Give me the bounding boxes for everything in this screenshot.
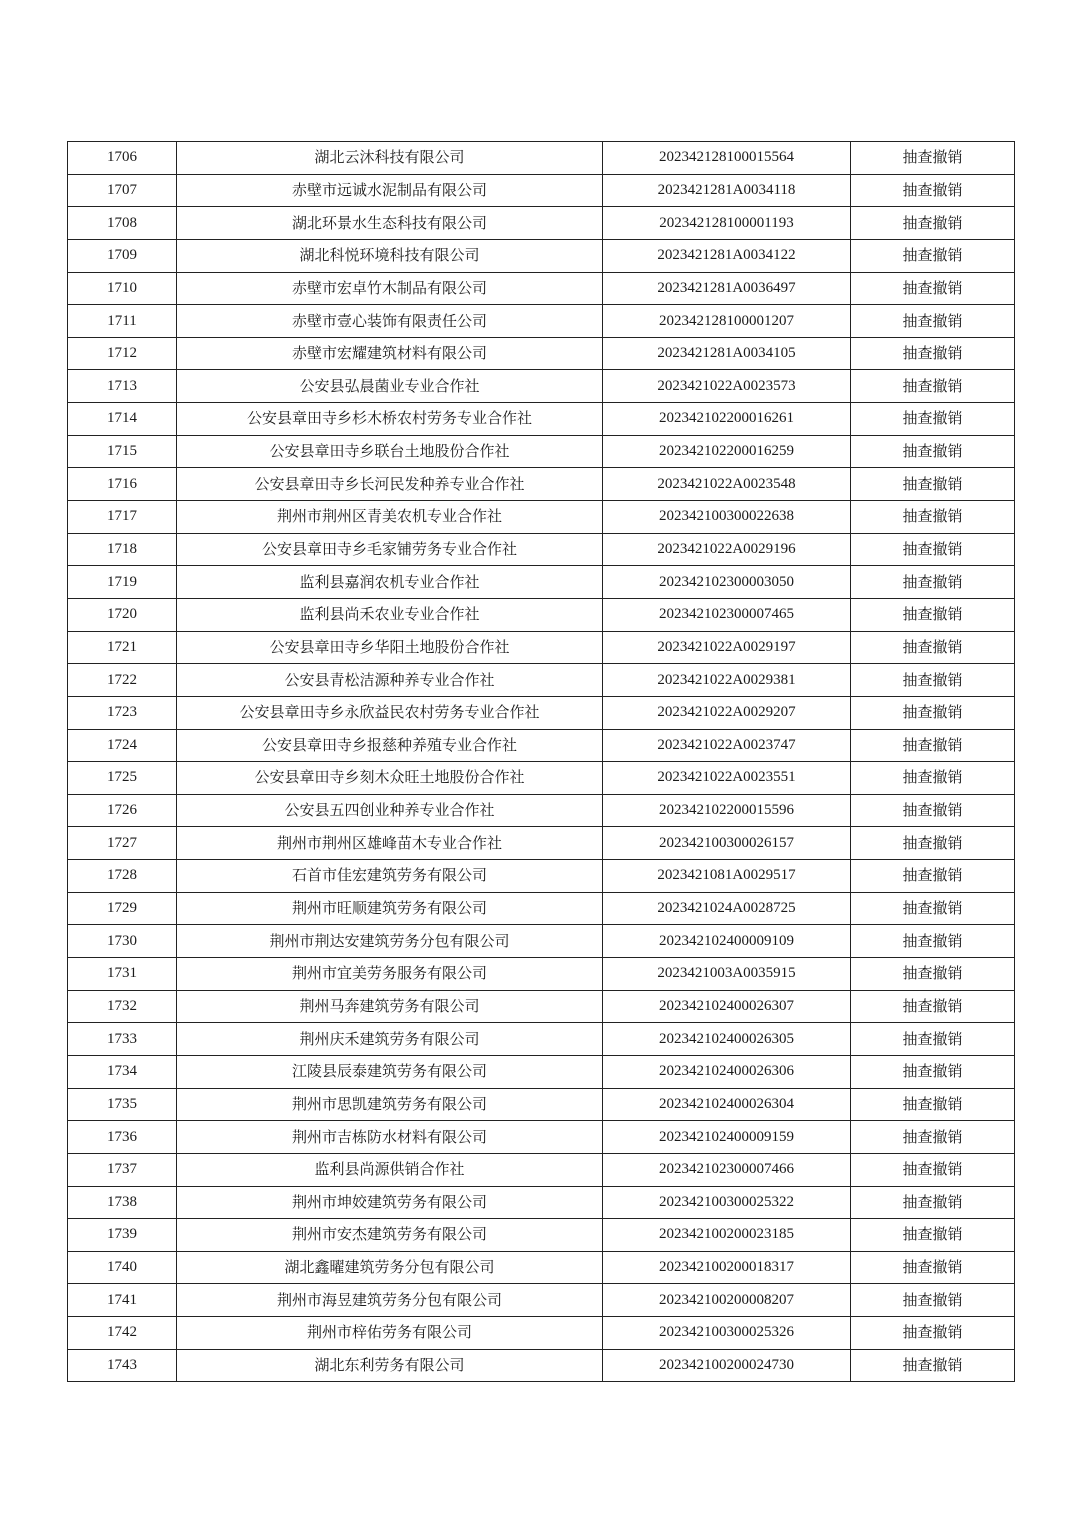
row-number: 1728 (68, 860, 177, 893)
table-row (68, 696, 1015, 729)
row-number: 1724 (68, 729, 177, 762)
row-number: 1725 (68, 762, 177, 795)
entity-name: 荆州市荆达安建筑劳务分包有限公司 (177, 925, 603, 958)
entity-name: 荆州市海昱建筑劳务分包有限公司 (177, 1284, 603, 1317)
entity-name: 湖北环景水生态科技有限公司 (177, 207, 603, 240)
entity-name: 荆州市吉栋防水材料有限公司 (177, 1121, 603, 1154)
row-number: 1723 (68, 696, 177, 729)
table-row (68, 403, 1015, 436)
row-number: 1717 (68, 501, 177, 534)
row-number: 1739 (68, 1219, 177, 1252)
row-number: 1726 (68, 794, 177, 827)
table-row (68, 1284, 1015, 1317)
status-text: 抽查撤销 (851, 1317, 1015, 1350)
entity-name: 赤壁市宏耀建筑材料有限公司 (177, 337, 603, 370)
entity-name: 湖北云沐科技有限公司 (177, 142, 603, 175)
table-row (68, 762, 1015, 795)
entity-name: 湖北东利劳务有限公司 (177, 1349, 603, 1382)
table-row (68, 566, 1015, 599)
table-row (68, 1023, 1015, 1056)
entity-name: 湖北鑫曜建筑劳务分包有限公司 (177, 1251, 603, 1284)
row-number: 1734 (68, 1055, 177, 1088)
status-text: 抽查撤销 (851, 827, 1015, 860)
table-row (68, 468, 1015, 501)
row-number: 1740 (68, 1251, 177, 1284)
entity-name: 公安县章田寺乡联台土地股份合作社 (177, 435, 603, 468)
entity-name: 赤壁市远诚水泥制品有限公司 (177, 174, 603, 207)
status-text: 抽查撤销 (851, 1088, 1015, 1121)
status-text: 抽查撤销 (851, 370, 1015, 403)
table-row (68, 207, 1015, 240)
status-text: 抽查撤销 (851, 729, 1015, 762)
registration-code: 2023421022A0023747 (603, 729, 851, 762)
registration-code: 2023421281A0036497 (603, 272, 851, 305)
table-row (68, 1186, 1015, 1219)
table-row (68, 598, 1015, 631)
registration-code: 2023421022A0029207 (603, 696, 851, 729)
registration-code: 2023421281A0034105 (603, 337, 851, 370)
entity-name: 公安县章田寺乡华阳土地股份合作社 (177, 631, 603, 664)
entity-name: 荆州市梓佑劳务有限公司 (177, 1317, 603, 1350)
table-row (68, 1251, 1015, 1284)
status-text: 抽查撤销 (851, 794, 1015, 827)
registration-code: 2023421081A0029517 (603, 860, 851, 893)
status-text: 抽查撤销 (851, 468, 1015, 501)
row-number: 1730 (68, 925, 177, 958)
entity-name: 荆州马奔建筑劳务有限公司 (177, 990, 603, 1023)
registration-code: 202342100300022638 (603, 501, 851, 534)
table-row (68, 239, 1015, 272)
status-text: 抽查撤销 (851, 892, 1015, 925)
table-row (68, 272, 1015, 305)
status-text: 抽查撤销 (851, 1023, 1015, 1056)
registration-code: 202342102400026304 (603, 1088, 851, 1121)
entity-name: 监利县尚禾农业专业合作社 (177, 598, 603, 631)
table-row (68, 958, 1015, 991)
status-text: 抽查撤销 (851, 174, 1015, 207)
entity-name: 公安县青松洁源种养专业合作社 (177, 664, 603, 697)
registration-code: 202342102300007465 (603, 598, 851, 631)
status-text: 抽查撤销 (851, 696, 1015, 729)
row-number: 1706 (68, 142, 177, 175)
status-text: 抽查撤销 (851, 501, 1015, 534)
status-text: 抽查撤销 (851, 925, 1015, 958)
row-number: 1719 (68, 566, 177, 599)
registration-code: 202342102400009109 (603, 925, 851, 958)
registration-code: 202342102400026305 (603, 1023, 851, 1056)
status-text: 抽查撤销 (851, 762, 1015, 795)
entity-name: 公安县五四创业种养专业合作社 (177, 794, 603, 827)
table-row (68, 860, 1015, 893)
table-row (68, 337, 1015, 370)
status-text: 抽查撤销 (851, 958, 1015, 991)
registration-code: 202342100200008207 (603, 1284, 851, 1317)
row-number: 1716 (68, 468, 177, 501)
entity-name: 公安县章田寺乡永欣益民农村劳务专业合作社 (177, 696, 603, 729)
registration-code: 202342102300007466 (603, 1153, 851, 1186)
registration-code: 202342100300026157 (603, 827, 851, 860)
status-text: 抽查撤销 (851, 403, 1015, 436)
entity-name: 公安县章田寺乡刻木众旺土地股份合作社 (177, 762, 603, 795)
table-row (68, 435, 1015, 468)
table-row (68, 1055, 1015, 1088)
registration-code: 202342100200024730 (603, 1349, 851, 1382)
row-number: 1743 (68, 1349, 177, 1382)
status-text: 抽查撤销 (851, 664, 1015, 697)
registration-code: 202342100200018317 (603, 1251, 851, 1284)
table-row (68, 1088, 1015, 1121)
entity-name: 公安县章田寺乡报慈种养殖专业合作社 (177, 729, 603, 762)
table-row (68, 370, 1015, 403)
status-text: 抽查撤销 (851, 272, 1015, 305)
row-number: 1738 (68, 1186, 177, 1219)
entity-name: 荆州市旺顺建筑劳务有限公司 (177, 892, 603, 925)
entity-name: 监利县嘉润农机专业合作社 (177, 566, 603, 599)
registration-code: 2023421022A0023548 (603, 468, 851, 501)
row-number: 1727 (68, 827, 177, 860)
registration-code: 2023421281A0034122 (603, 239, 851, 272)
table-row (68, 501, 1015, 534)
table-row (68, 794, 1015, 827)
entity-name: 公安县章田寺乡长河民发种养专业合作社 (177, 468, 603, 501)
status-text: 抽查撤销 (851, 1153, 1015, 1186)
registration-code: 2023421024A0028725 (603, 892, 851, 925)
registration-code: 202342102200016259 (603, 435, 851, 468)
table-row (68, 1349, 1015, 1382)
registration-code: 202342100200023185 (603, 1219, 851, 1252)
table-row (68, 305, 1015, 338)
status-text: 抽查撤销 (851, 337, 1015, 370)
registration-code: 202342102300003050 (603, 566, 851, 599)
status-text: 抽查撤销 (851, 1055, 1015, 1088)
registration-code: 202342100300025322 (603, 1186, 851, 1219)
row-number: 1742 (68, 1317, 177, 1350)
registration-code: 202342102400026306 (603, 1055, 851, 1088)
status-text: 抽查撤销 (851, 1349, 1015, 1382)
row-number: 1731 (68, 958, 177, 991)
entity-name: 石首市佳宏建筑劳务有限公司 (177, 860, 603, 893)
status-text: 抽查撤销 (851, 435, 1015, 468)
row-number: 1712 (68, 337, 177, 370)
status-text: 抽查撤销 (851, 598, 1015, 631)
row-number: 1736 (68, 1121, 177, 1154)
row-number: 1741 (68, 1284, 177, 1317)
registration-code: 2023421281A0034118 (603, 174, 851, 207)
row-number: 1721 (68, 631, 177, 664)
status-text: 抽查撤销 (851, 860, 1015, 893)
status-text: 抽查撤销 (851, 566, 1015, 599)
entity-name: 荆州市思凯建筑劳务有限公司 (177, 1088, 603, 1121)
status-text: 抽查撤销 (851, 1121, 1015, 1154)
status-text: 抽查撤销 (851, 533, 1015, 566)
status-text: 抽查撤销 (851, 142, 1015, 175)
entity-name: 公安县章田寺乡毛家铺劳务专业合作社 (177, 533, 603, 566)
table-row (68, 925, 1015, 958)
entity-name: 荆州庆禾建筑劳务有限公司 (177, 1023, 603, 1056)
row-number: 1711 (68, 305, 177, 338)
registration-code: 202342102400026307 (603, 990, 851, 1023)
table-row (68, 827, 1015, 860)
table-row (68, 664, 1015, 697)
entity-name: 公安县章田寺乡杉木桥农村劳务专业合作社 (177, 403, 603, 436)
row-number: 1729 (68, 892, 177, 925)
entity-name: 公安县弘晨菌业专业合作社 (177, 370, 603, 403)
row-number: 1707 (68, 174, 177, 207)
row-number: 1710 (68, 272, 177, 305)
table-row (68, 892, 1015, 925)
table-row (68, 1317, 1015, 1350)
table-row (68, 631, 1015, 664)
table-row (68, 174, 1015, 207)
status-text: 抽查撤销 (851, 207, 1015, 240)
row-number: 1720 (68, 598, 177, 631)
entity-name: 江陵县辰泰建筑劳务有限公司 (177, 1055, 603, 1088)
table-row (68, 533, 1015, 566)
registration-code: 2023421022A0023573 (603, 370, 851, 403)
table-row (68, 729, 1015, 762)
status-text: 抽查撤销 (851, 1219, 1015, 1252)
table-row (68, 142, 1015, 175)
row-number: 1718 (68, 533, 177, 566)
entity-name: 监利县尚源供销合作社 (177, 1153, 603, 1186)
row-number: 1733 (68, 1023, 177, 1056)
row-number: 1737 (68, 1153, 177, 1186)
status-text: 抽查撤销 (851, 990, 1015, 1023)
table-row (68, 990, 1015, 1023)
row-number: 1722 (68, 664, 177, 697)
row-number: 1735 (68, 1088, 177, 1121)
table-body (68, 142, 1015, 1382)
registration-code: 2023421022A0029196 (603, 533, 851, 566)
registration-code: 202342100300025326 (603, 1317, 851, 1350)
table-row (68, 1219, 1015, 1252)
registration-code: 2023421003A0035915 (603, 958, 851, 991)
status-text: 抽查撤销 (851, 1284, 1015, 1317)
entity-name: 赤壁市宏卓竹木制品有限公司 (177, 272, 603, 305)
status-text: 抽查撤销 (851, 305, 1015, 338)
registration-code: 202342102200016261 (603, 403, 851, 436)
table-row (68, 1121, 1015, 1154)
table-row (68, 1153, 1015, 1186)
registration-code: 2023421022A0023551 (603, 762, 851, 795)
row-number: 1708 (68, 207, 177, 240)
row-number: 1713 (68, 370, 177, 403)
entity-name: 荆州市荆州区雄峰苗木专业合作社 (177, 827, 603, 860)
status-text: 抽查撤销 (851, 239, 1015, 272)
status-text: 抽查撤销 (851, 631, 1015, 664)
entity-name: 荆州市宜美劳务服务有限公司 (177, 958, 603, 991)
registration-code: 202342128100001207 (603, 305, 851, 338)
registration-code: 2023421022A0029381 (603, 664, 851, 697)
revocation-table (67, 141, 1015, 1382)
registration-code: 2023421022A0029197 (603, 631, 851, 664)
row-number: 1714 (68, 403, 177, 436)
entity-name: 荆州市坤姣建筑劳务有限公司 (177, 1186, 603, 1219)
status-text: 抽查撤销 (851, 1186, 1015, 1219)
registration-code: 202342102200015596 (603, 794, 851, 827)
entity-name: 湖北科悦环境科技有限公司 (177, 239, 603, 272)
registration-code: 202342102400009159 (603, 1121, 851, 1154)
registration-code: 202342128100015564 (603, 142, 851, 175)
row-number: 1709 (68, 239, 177, 272)
row-number: 1732 (68, 990, 177, 1023)
status-text: 抽查撤销 (851, 1251, 1015, 1284)
entity-name: 荆州市安杰建筑劳务有限公司 (177, 1219, 603, 1252)
entity-name: 荆州市荆州区青美农机专业合作社 (177, 501, 603, 534)
registration-code: 202342128100001193 (603, 207, 851, 240)
entity-name: 赤壁市壹心装饰有限责任公司 (177, 305, 603, 338)
row-number: 1715 (68, 435, 177, 468)
